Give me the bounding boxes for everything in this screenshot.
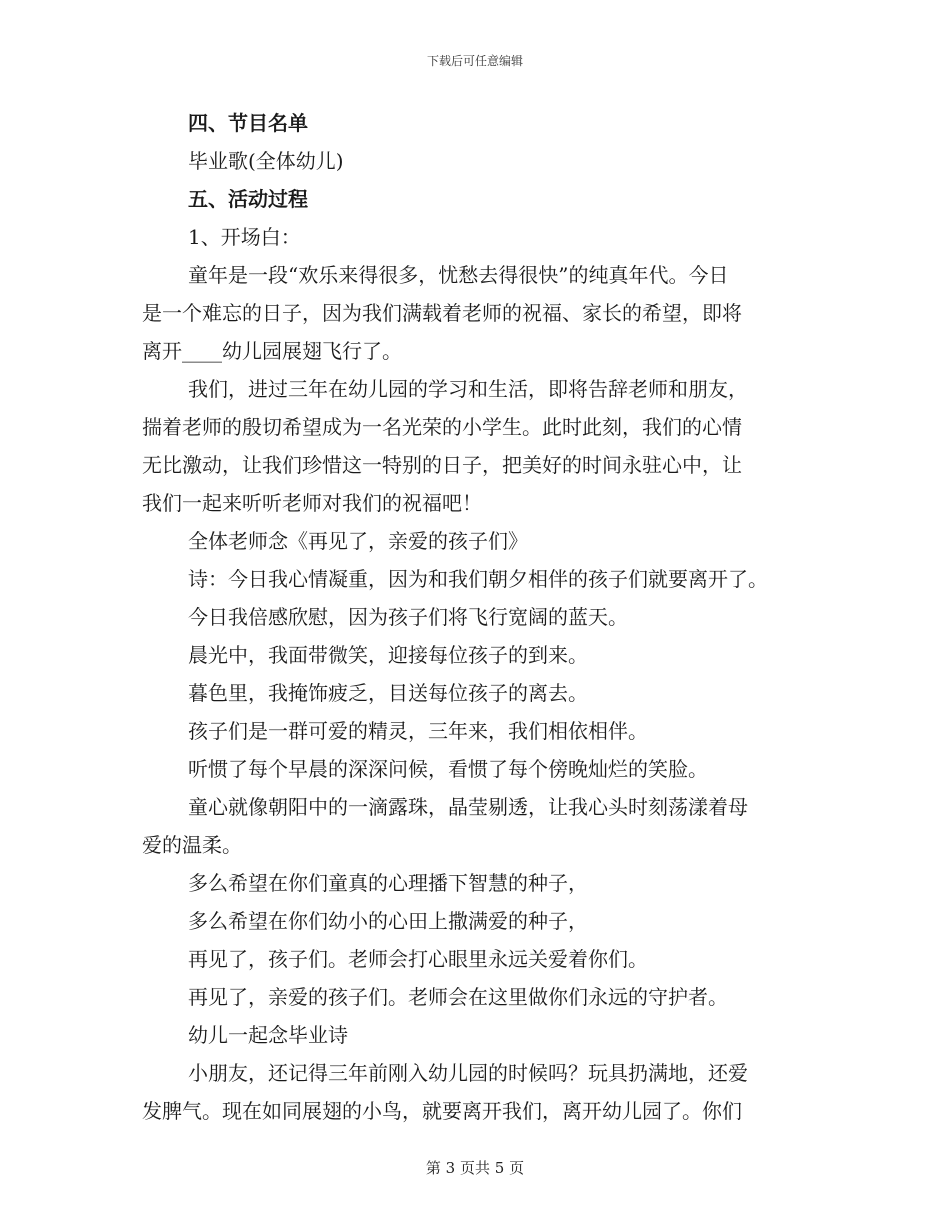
text-line: 再见了，孩子们。老师会打心眼里永远关爱着你们。 (188, 947, 648, 971)
text-line: 童年是一段“欢乐来得很多，忧愁去得很快”的纯真年代。今日 (188, 263, 729, 287)
text-line: 发脾气。现在如同展翅的小鸟，就要离开我们，离开幼儿园了。你们 (142, 1099, 742, 1123)
text-line: 多么希望在你们童真的心理播下智慧的种子， (188, 871, 588, 895)
text-line: 离开____幼儿园展翅飞行了。 (142, 339, 402, 363)
page-number: 第 3 页共 5 页 (425, 1159, 525, 1177)
text-line: 爱的温柔。 (142, 833, 242, 857)
document-body (142, 104, 812, 1130)
text-line: 1、开场白： (188, 225, 301, 249)
text-line: 毕业歌(全体幼儿) (188, 149, 344, 173)
text-line: 我们一起来听听老师对我们的祝福吧！ (142, 491, 482, 515)
text-line: 孩子们是一群可爱的精灵，三年来，我们相依相伴。 (188, 719, 648, 743)
text-line: 今日我倍感欣慰，因为孩子们将飞行宽阔的蓝天。 (188, 605, 628, 629)
page-header-note: 下载后可任意编辑 (426, 54, 523, 68)
section-heading: 四、节目名单 (188, 111, 308, 135)
text-line: 诗：今日我心情凝重，因为和我们朝夕相伴的孩子们就要离开了。 (188, 567, 768, 591)
text-line: 是一个难忘的日子，因为我们满载着老师的祝福、家长的希望，即将 (142, 301, 742, 325)
text-line: 晨光中，我面带微笑，迎接每位孩子的到来。 (188, 643, 588, 667)
text-line: 童心就像朝阳中的一滴露珠，晶莹剔透，让我心头时刻荡漾着母 (188, 795, 748, 819)
text-line: 我们，进过三年在幼儿园的学习和生活，即将告辞老师和朋友， (188, 377, 748, 401)
text-line: 多么希望在你们幼小的心田上撒满爱的种子， (188, 909, 588, 933)
text-line: 听惯了每个早晨的深深问候，看惯了每个傍晚灿烂的笑脸。 (188, 757, 708, 781)
section-heading: 五、活动过程 (188, 187, 308, 211)
text-line: 全体老师念《再见了，亲爱的孩子们》 (188, 529, 528, 553)
text-line: 暮色里，我掩饰疲乏，目送每位孩子的离去。 (188, 681, 588, 705)
text-line: 无比激动，让我们珍惜这一特别的日子，把美好的时间永驻心中，让 (142, 453, 742, 477)
text-line: 小朋友，还记得三年前刚入幼儿园的时候吗？玩具扔满地，还爱 (188, 1061, 748, 1085)
text-line: 揣着老师的殷切希望成为一名光荣的小学生。此时此刻，我们的心情 (142, 415, 742, 439)
text-line: 再见了，亲爱的孩子们。老师会在这里做你们永远的守护者。 (188, 985, 728, 1009)
text-line: 幼儿一起念毕业诗 (188, 1023, 348, 1047)
